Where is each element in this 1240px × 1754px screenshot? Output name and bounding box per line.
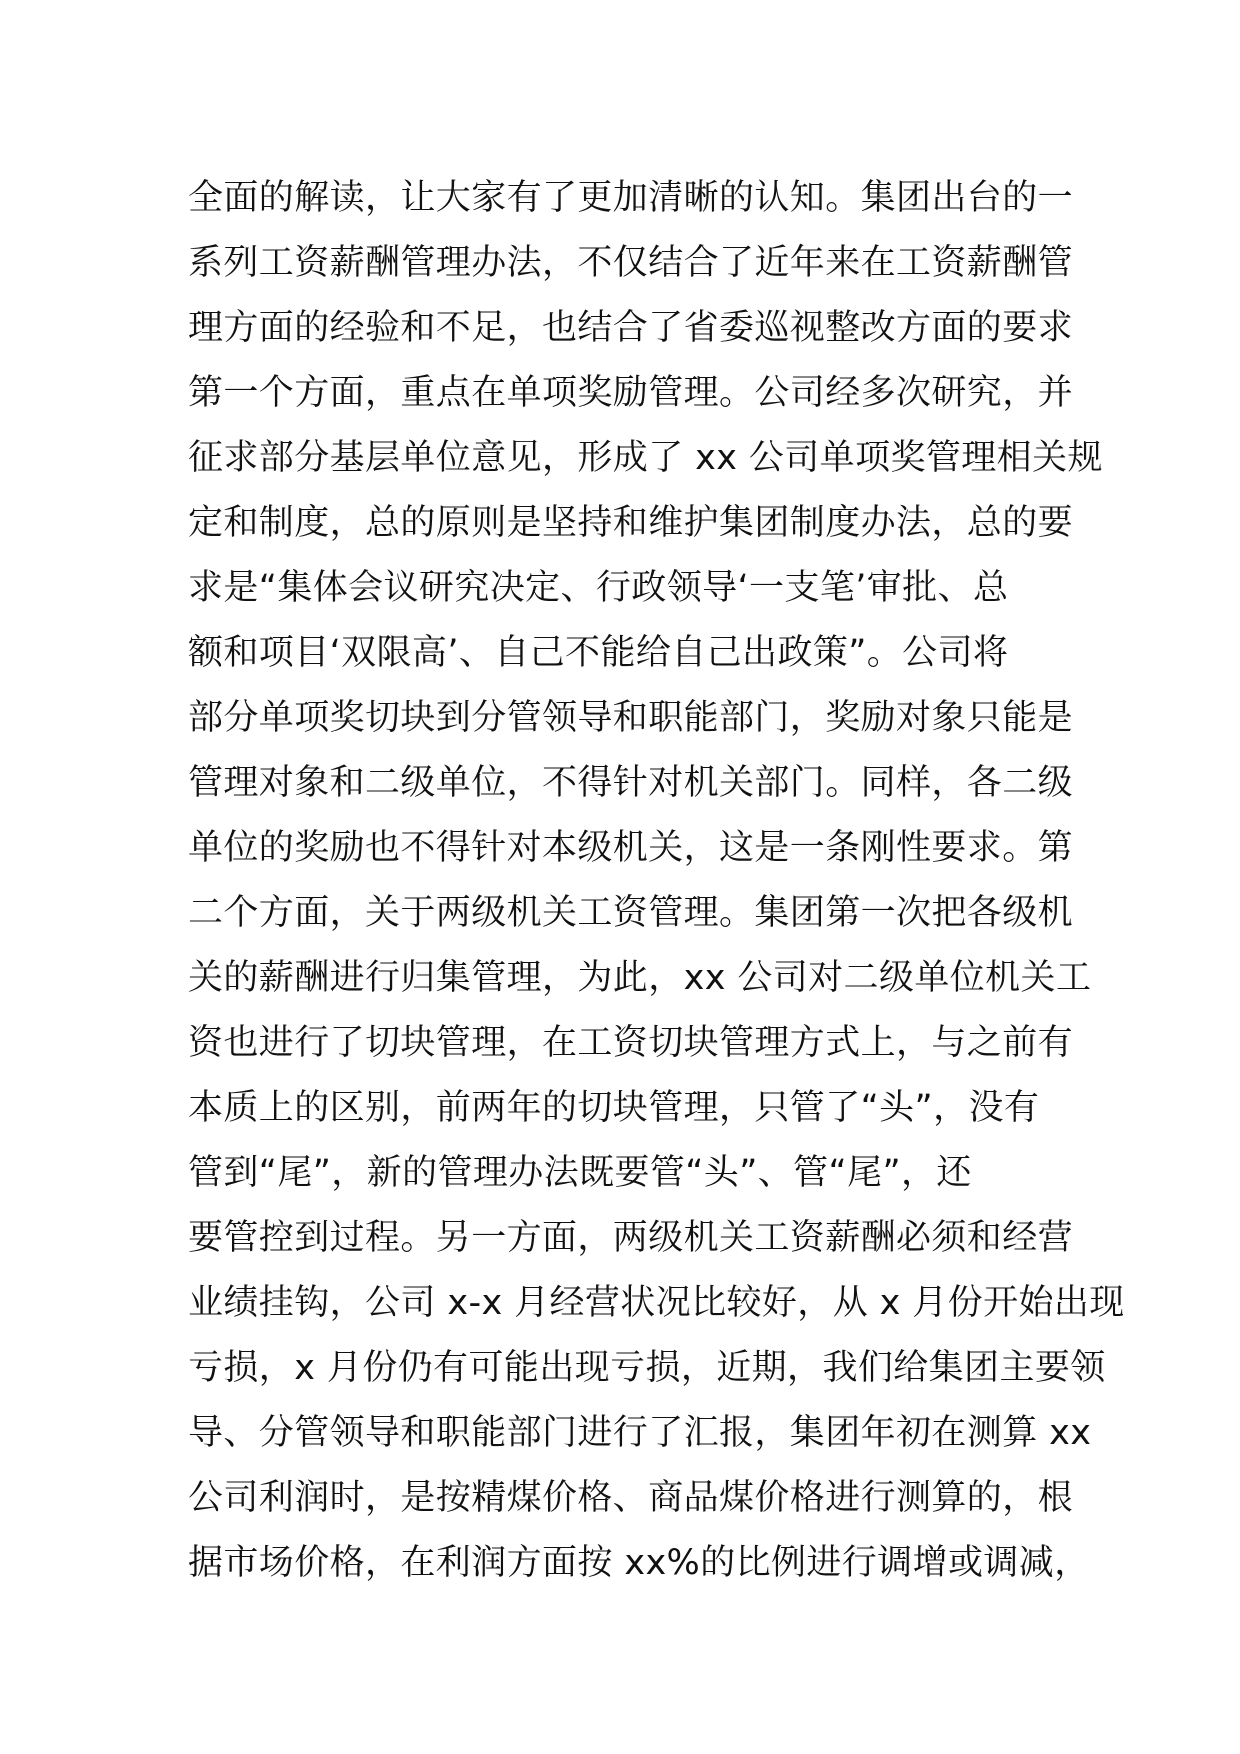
text-line: 第一个方面，重点在单项奖励管理。公司经多次研究，并: [188, 373, 1074, 413]
text-line: 导、分管领导和职能部门进行了汇报，集团年初在测算 xx: [188, 1413, 1092, 1453]
text-line: 求是“集体会议研究决定、行政领导‘一支笔’审批、总: [188, 568, 1009, 608]
text-line: 资也进行了切块管理，在工资切块管理方式上，与之前有: [188, 1023, 1074, 1063]
text-line: 理方面的经验和不足，也结合了省委巡视整改方面的要求: [188, 308, 1074, 348]
text-line: 管到“尾”，新的管理办法既要管“头”、管“尾”，还: [188, 1153, 972, 1193]
text-line: 额和项目‘双限高’、自己不能给自己出政策”。公司将: [188, 633, 1009, 673]
text-line: 亏损，x 月份仍有可能出现亏损，近期，我们给集团主要领: [188, 1348, 1106, 1388]
text-line: 全面的解读，让大家有了更加清晰的认知。集团出台的一: [188, 178, 1074, 218]
text-line: 征求部分基层单位意见，形成了 xx 公司单项奖管理相关规: [188, 438, 1103, 478]
text-line: 本质上的区别，前两年的切块管理，只管了“头”，没有: [188, 1088, 1040, 1128]
body-paragraph: [188, 166, 1125, 1596]
text-line: 定和制度，总的原则是坚持和维护集团制度办法，总的要: [188, 503, 1074, 543]
text-line: 业绩挂钩，公司 x-x 月经营状况比较好，从 x 月份开始出现: [188, 1283, 1125, 1323]
text-line: 要管控到过程。另一方面，两级机关工资薪酬必须和经营: [188, 1218, 1074, 1258]
text-line: 部分单项奖切块到分管领导和职能部门，奖励对象只能是: [188, 698, 1074, 738]
text-line: 关的薪酬进行归集管理，为此，xx 公司对二级单位机关工: [188, 958, 1092, 998]
text-line: 单位的奖励也不得针对本级机关，这是一条刚性要求。第: [188, 828, 1074, 868]
text-line: 系列工资薪酬管理办法，不仅结合了近年来在工资薪酬管: [188, 243, 1074, 283]
text-line: 公司利润时，是按精煤价格、商品煤价格进行测算的，根: [188, 1478, 1074, 1518]
text-line: 据市场价格，在利润方面按 xx%的比例进行调增或调减，: [188, 1543, 1090, 1583]
text-line: 管理对象和二级单位，不得针对机关部门。同样，各二级: [188, 763, 1074, 803]
text-line: 二个方面，关于两级机关工资管理。集团第一次把各级机: [188, 893, 1074, 933]
